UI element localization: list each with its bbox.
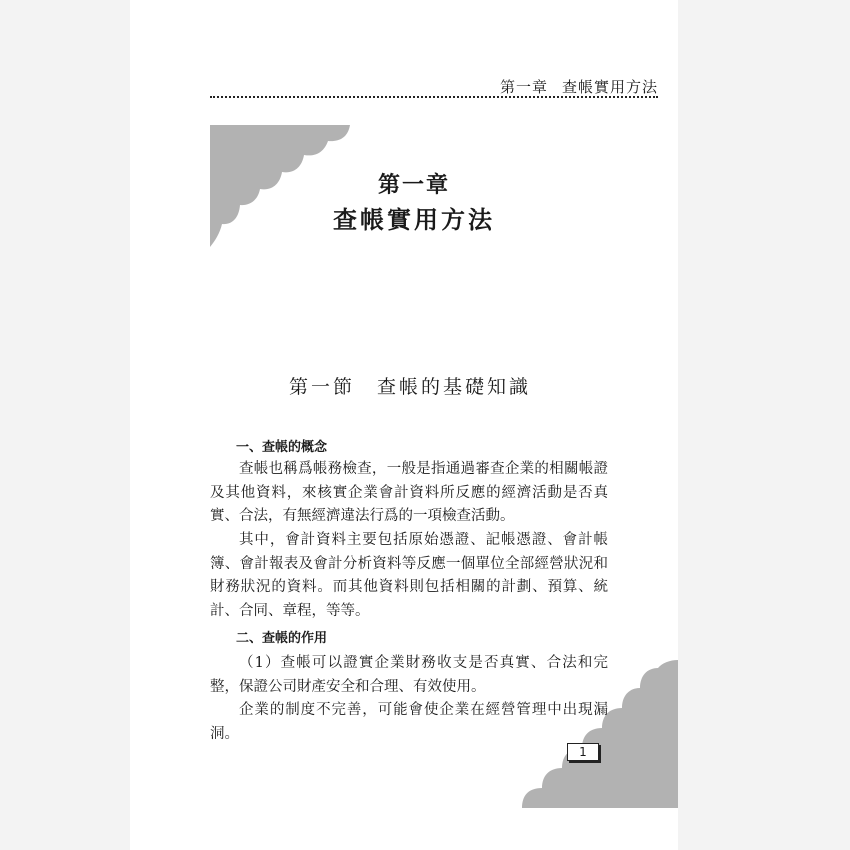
running-header-chapter: 第一章 xyxy=(499,78,548,96)
page-number: 1 xyxy=(567,743,599,761)
paragraph: 查帳也稱爲帳務檢查，一般是指通過審查企業的相關帳證及其他資料，來核實企業會計資料所反應的經濟活動是否真實、合法，有無經濟違法行爲的一項檢查活動。 xyxy=(210,461,608,525)
subsection-heading: 一、查帳的概念 xyxy=(236,440,328,455)
section-title: 查帳的基礎知識 xyxy=(377,376,532,398)
chapter-number: 第一章 xyxy=(377,172,450,198)
running-header xyxy=(210,76,658,97)
chapter-title: 查帳實用方法 xyxy=(333,205,495,234)
paragraph: 其中，會計資料主要包括原始憑證、記帳憑證、會計帳簿、會計報表及會計分析資料等反應一個單位全部經營狀況和財務狀況的資料。而其他資料則包括相關的計劃、預算、統計、合同、章程，等等。 xyxy=(210,532,608,619)
paragraph: 企業的制度不完善，可能會使企業在經營管理中出現漏洞。 xyxy=(210,702,608,742)
subsection-heading: 二、查帳的作用 xyxy=(236,631,328,646)
section-number: 第一節 xyxy=(288,376,355,398)
book-page xyxy=(130,0,678,850)
paragraph: （1）查帳可以證實企業財務收支是否真實、合法和完整，保證公司財產安全和合理、有效使用。 xyxy=(210,655,608,695)
section-heading xyxy=(280,372,540,399)
running-header-title: 查帳實用方法 xyxy=(561,78,658,96)
header-dotted-rule xyxy=(210,96,658,98)
